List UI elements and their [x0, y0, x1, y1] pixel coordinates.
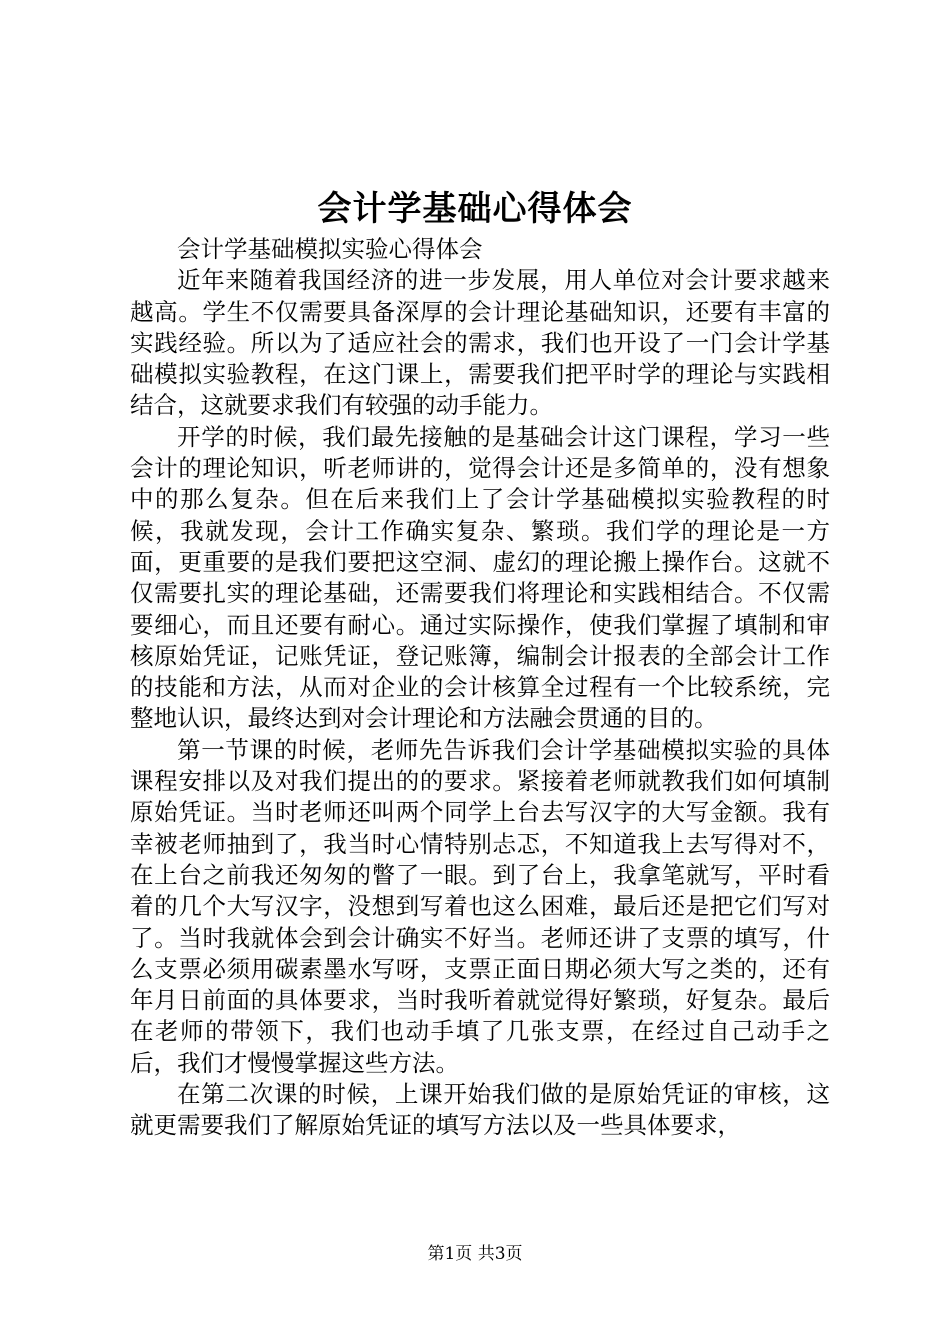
page-number-footer: 第1页 共3页 — [427, 1244, 523, 1264]
body-paragraph: 开学的时候，我们最先接触的是基础会计这门课程，学习一些会计的理论知识，听老师讲的，觉得会计还是多简单的，没有想象中的那么复杂。但在后来我们上了会计学基础模拟实验教程的时候，我就发现，会计工作确实复杂、繁琐。我们学的理论是一方面，更重要的是我们要把这空洞、虚幻的理论搬上操作台。这就不仅需要扎实的理论基础，还需要我们将理论和实践相结合。不仅需要细心，而且还要有耐心。通过实际操作，使我们掌握了填制和审核原始凭证，记账凭证，登记账簿，编制会计报表的全部会计工作的技能和方法，从而对企业的会计核算全过程有一个比较系统，完整地认识，最终达到对会计理论和方法融会贯通的目的。 — [130, 422, 830, 733]
body-paragraph: 在第二次课的时候，上课开始我们做的是原始凭证的审核，这就更需要我们了解原始凭证的填写方法以及一些具体要求， — [130, 1080, 830, 1140]
document-title: 会计学基础心得体会 — [317, 189, 633, 229]
document-body — [130, 234, 830, 1142]
subtitle-paragraph: 会计学基础模拟实验心得体会 — [177, 235, 483, 263]
body-paragraph: 第一节课的时候，老师先告诉我们会计学基础模拟实验的具体课程安排以及对我们提出的的要求。紧接着老师就教我们如何填制原始凭证。当时老师还叫两个同学上台去写汉字的大写金额。我有幸被老师抽到了，我当时心情特别忐忑，不知道我上去写得对不，在上台之前我还匆匆的瞥了一眼。到了台上，我拿笔就写，平时看着的几个大写汉字，没想到写着也这么困难，最后还是把它们写对了。当时我就体会到会计确实不好当。老师还讲了支票的填写，什么支票必须用碳素墨水写呀，支票正面日期必须大写之类的，还有年月日前面的具体要求，当时我听着就觉得好繁琐，好复杂。最后在老师的带领下，我们也动手填了几张支票，在经过自己动手之后，我们才慢慢掌握这些方法。 — [130, 735, 830, 1077]
body-paragraph: 近年来随着我国经济的进一步发展，用人单位对会计要求越来越高。学生不仅需要具备深厚的会计理论基础知识，还要有丰富的实践经验。所以为了适应社会的需求，我们也开设了一门会计学基础模拟实验教程，在这门课上，需要我们把平时学的理论与实践相结合，这就要求我们有较强的动手能力。 — [130, 266, 830, 420]
